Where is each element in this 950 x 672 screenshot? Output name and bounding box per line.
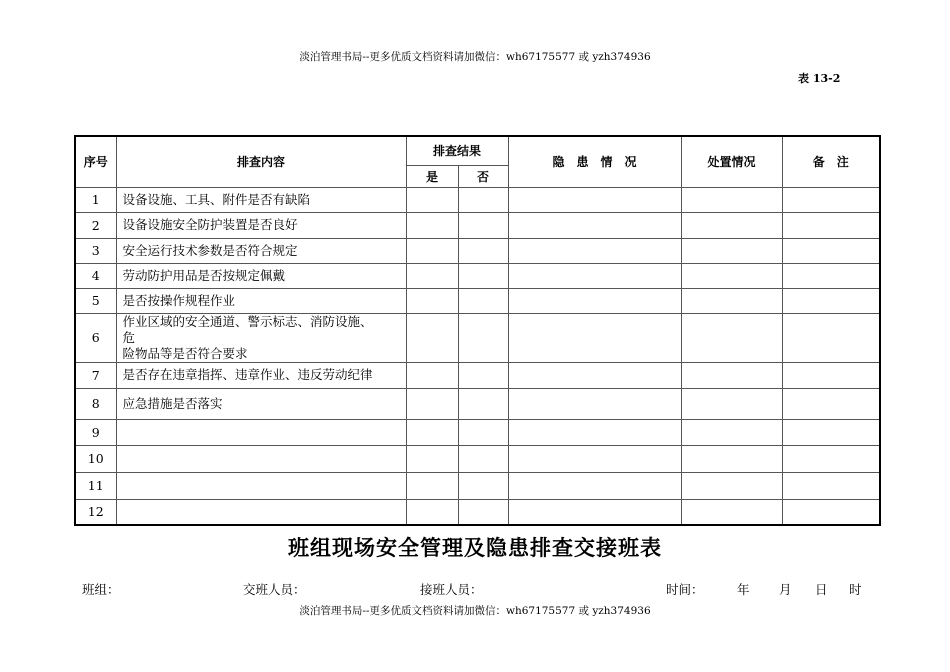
cell-yes[interactable]	[406, 499, 458, 525]
table-row	[75, 288, 880, 313]
row-number: 3	[75, 238, 116, 263]
row-content: 应急措施是否落实	[116, 388, 406, 419]
table-row	[75, 472, 880, 499]
cell-no[interactable]	[458, 388, 508, 419]
row-content: 是否存在违章指挥、违章作业、违反劳动纪律	[116, 362, 406, 388]
cell-handling[interactable]	[681, 263, 782, 288]
cell-hazard[interactable]	[508, 212, 681, 238]
cell-remark[interactable]	[782, 187, 880, 212]
cell-handling[interactable]	[681, 445, 782, 472]
row-content	[116, 419, 406, 445]
cell-handling[interactable]	[681, 288, 782, 313]
handover-label: 交班人员：	[243, 582, 306, 597]
cell-yes[interactable]	[406, 445, 458, 472]
table-row	[75, 419, 880, 445]
row-number: 10	[75, 445, 116, 472]
cell-yes[interactable]	[406, 288, 458, 313]
row-number: 9	[75, 419, 116, 445]
col-remark: 备 注	[782, 136, 880, 187]
cell-yes[interactable]	[406, 388, 458, 419]
table-row	[75, 445, 880, 472]
cell-yes[interactable]	[406, 238, 458, 263]
table-row	[75, 388, 880, 419]
inspection-table	[74, 135, 881, 526]
row-number: 8	[75, 388, 116, 419]
cell-remark[interactable]	[782, 472, 880, 499]
row-number: 5	[75, 288, 116, 313]
row-number: 4	[75, 263, 116, 288]
cell-handling[interactable]	[681, 419, 782, 445]
cell-no[interactable]	[458, 238, 508, 263]
cell-hazard[interactable]	[508, 288, 681, 313]
row-number: 7	[75, 362, 116, 388]
cell-remark[interactable]	[782, 313, 880, 362]
table-row	[75, 313, 880, 362]
cell-yes[interactable]	[406, 362, 458, 388]
table-row	[75, 238, 880, 263]
cell-no[interactable]	[458, 288, 508, 313]
cell-handling[interactable]	[681, 388, 782, 419]
table-row	[75, 212, 880, 238]
footer-note: 淡泊管理书局--更多优质文档资料请加微信：wh67175577 或 yzh374936	[299, 605, 651, 617]
document-title: 班组现场安全管理及隐患排查交接班表	[288, 535, 662, 560]
cell-no[interactable]	[458, 445, 508, 472]
cell-hazard[interactable]	[508, 472, 681, 499]
cell-no[interactable]	[458, 313, 508, 362]
row-content: 是否按操作规程作业	[116, 288, 406, 313]
table-row	[75, 187, 880, 212]
row-number: 12	[75, 499, 116, 525]
cell-no[interactable]	[458, 499, 508, 525]
cell-remark[interactable]	[782, 388, 880, 419]
cell-remark[interactable]	[782, 445, 880, 472]
cell-yes[interactable]	[406, 212, 458, 238]
row-content	[116, 472, 406, 499]
col-handling: 处置情况	[681, 136, 782, 187]
table-number: 表 13-2	[798, 72, 841, 85]
time-label: 时间：	[666, 582, 704, 597]
cell-yes[interactable]	[406, 187, 458, 212]
cell-yes[interactable]	[406, 419, 458, 445]
cell-hazard[interactable]	[508, 362, 681, 388]
cell-handling[interactable]	[681, 313, 782, 362]
row-number: 1	[75, 187, 116, 212]
row-content: 安全运行技术参数是否符合规定	[116, 238, 406, 263]
cell-no[interactable]	[458, 362, 508, 388]
row-content	[116, 445, 406, 472]
cell-handling[interactable]	[681, 472, 782, 499]
cell-handling[interactable]	[681, 499, 782, 525]
cell-remark[interactable]	[782, 263, 880, 288]
cell-no[interactable]	[458, 212, 508, 238]
cell-hazard[interactable]	[508, 313, 681, 362]
cell-hazard[interactable]	[508, 187, 681, 212]
col-result: 排查结果	[406, 136, 508, 165]
cell-handling[interactable]	[681, 362, 782, 388]
row-content: 作业区域的安全通道、警示标志、消防设施、 危 险物品等是否符合要求	[116, 313, 406, 362]
cell-hazard[interactable]	[508, 419, 681, 445]
header-note: 淡泊管理书局--更多优质文档资料请加微信：wh67175577 或 yzh374936	[299, 51, 651, 63]
cell-no[interactable]	[458, 419, 508, 445]
cell-handling[interactable]	[681, 187, 782, 212]
row-content: 设备设施、工具、附件是否有缺陷	[116, 187, 406, 212]
table-row	[75, 263, 880, 288]
col-no: 否	[458, 165, 508, 187]
row-content: 劳动防护用品是否按规定佩戴	[116, 263, 406, 288]
month-label: 月	[779, 582, 792, 597]
cell-yes[interactable]	[406, 472, 458, 499]
col-hazard: 隐 患 情 况	[508, 136, 681, 187]
cell-hazard[interactable]	[508, 263, 681, 288]
cell-no[interactable]	[458, 472, 508, 499]
cell-remark[interactable]	[782, 419, 880, 445]
cell-yes[interactable]	[406, 263, 458, 288]
cell-remark[interactable]	[782, 238, 880, 263]
cell-hazard[interactable]	[508, 499, 681, 525]
cell-no[interactable]	[458, 263, 508, 288]
table-row	[75, 499, 880, 525]
col-seq: 序号	[75, 136, 116, 187]
cell-handling[interactable]	[681, 212, 782, 238]
table-row	[75, 362, 880, 388]
cell-yes[interactable]	[406, 313, 458, 362]
row-number: 11	[75, 472, 116, 499]
col-content: 排查内容	[116, 136, 406, 187]
year-label: 年	[737, 582, 750, 597]
cell-remark[interactable]	[782, 362, 880, 388]
col-yes: 是	[406, 165, 458, 187]
row-content: 设备设施安全防护装置是否良好	[116, 212, 406, 238]
cell-remark[interactable]	[782, 288, 880, 313]
row-number: 6	[75, 313, 116, 362]
cell-hazard[interactable]	[508, 238, 681, 263]
cell-remark[interactable]	[782, 499, 880, 525]
day-label: 日	[815, 582, 828, 597]
row-content	[116, 499, 406, 525]
cell-hazard[interactable]	[508, 445, 681, 472]
cell-handling[interactable]	[681, 238, 782, 263]
takeover-label: 接班人员：	[420, 582, 483, 597]
cell-no[interactable]	[458, 187, 508, 212]
hour-label: 时	[849, 582, 862, 597]
cell-hazard[interactable]	[508, 388, 681, 419]
row-number: 2	[75, 212, 116, 238]
cell-remark[interactable]	[782, 212, 880, 238]
team-label: 班组：	[82, 582, 120, 597]
